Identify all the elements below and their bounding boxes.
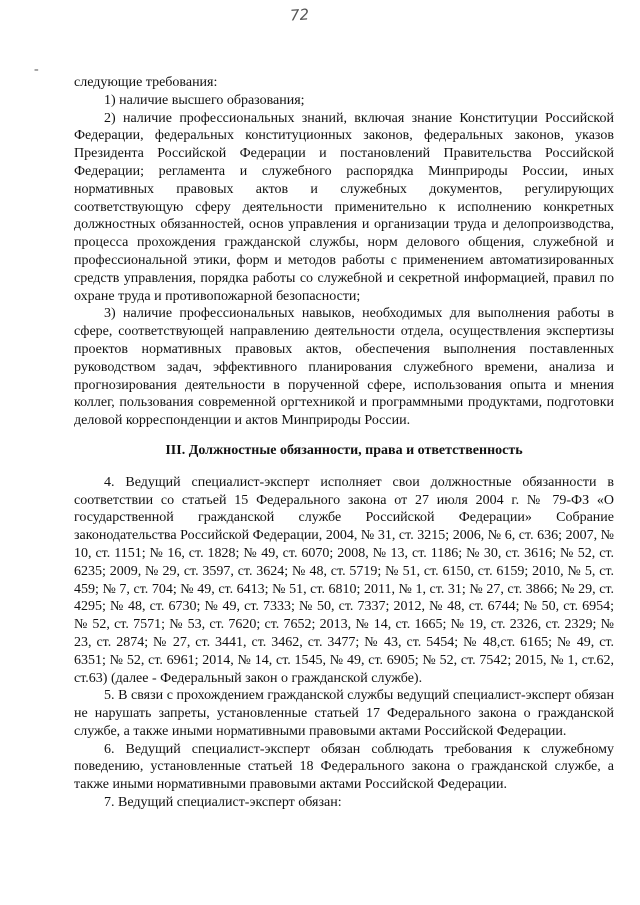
margin-mark: - [34, 62, 39, 77]
paragraph-item-6: 6. Ведущий специалист-эксперт обязан соблюдать требования к служебному поведению, установленные статьей 18 Федерального закона о гражданской службе, а также иными нормативными правовыми актами Российской Федерации. [74, 741, 614, 793]
paragraph-item-5: 5. В связи с прохождением гражданской службы ведущий специалист-эксперт обязан не нарушать запреты, установленные статьей 17 Федерального закона о гражданской службе, а также иными нормативными правовыми актами Российской Федерации. [74, 688, 614, 739]
paragraph-requirement-3: 3) наличие профессиональных навыков, необходимых для выполнения работы в сфере, соответствующей направлению деятельности отдела, осуществления экспертизы проектов нормативных правовых актов, обеспечения выполнения поставленных руководством задач, эффективного планирования служебного времени, анализа и прогнозирования деятельности в порученной сфере, использования опыта и мнения коллег, пользования современной оргтехникой и программными продуктами, подготовки деловой корреспонденции и актов Минприроды России. [74, 306, 614, 429]
page-number: 72 [289, 5, 310, 25]
paragraph-item-4: 4. Ведущий специалист-эксперт исполняет свои должностные обязанности в соответствии со статьей 15 Федерального закона от 27 июля 2004 г. № 79-ФЗ «О государственной гражданской службе Российской Федерации» Собрание законодательства Российской Федерации, 2004, № 31, ст. 3215; 2006, № 6, ст. 636; 2007, № 10, ст. 1151; № 16, ст. 1828; № 49, ст. 6070; 2008, № 13, ст. 1186; № 30, ст. 3616; № 52, ст. 6235; 2009, № 29, ст. 3597, ст. 3624; № 48, ст. 5719; № 51, ст. 6150, ст. 6159; 2010, № 5, ст. 459; № 7, ст. 704; № 49, ст. 6413; № 51, ст. 6810; 2011, № 1, ст. 31; № 27, ст. 3866; № 29, ст. 4295; № 48, ст. 6730; № 49, ст. 7333; № 50, ст. 7337; 2012, № 48, ст. 6744; № 50, ст. 6954; № 52, ст. 7571; № 53, ст. 7620; ст. 7652; 2013, № 14, ст. 1665; № 19, ст. 2326, ст. 2329; № 23, ст. 2874; № 27, ст. 3441, ст. 3462, ст. 3477; № 43, ст. 5454; № 48,ст. 6165; № 49, ст. 6351; № 52, ст. 6961; 2014, № 14, ст. 1545, № 49, ст. 6905; № 52, ст. 7542; 2015, № 1, ст.62, ст.63) (далее - Федеральный закон о гражданской службе). [74, 474, 614, 686]
paragraph-requirement-1: 1) наличие высшего образования; [104, 92, 305, 108]
document-body [74, 74, 614, 812]
paragraph-intro: следующие требования: [74, 75, 218, 90]
paragraph-requirement-2: 2) наличие профессиональных знаний, включая знание Конституции Российской Федерации, федеральных конституционных законов, федеральных законов, указов Президента Российской Федерации и постановлений Правительства Российской Федерации; регламента и служебного распорядка Минприроды России, иных нормативных правовых актов и служебных документов, регулирующих соответствующую сферу деятельности применительно к исполнению конкретных должностных обязанностей, основ управления и организации труда и делопроизводства, процесса прохождения гражданской службы, норм делового общения, служебной и профессиональной этики, форм и методов работы с применением автоматизированных средств управления, порядка работы со служебной и секретной информацией, правил по охране труда и противопожарной безопасности; [74, 110, 614, 304]
paragraph-item-7: 7. Ведущий специалист-эксперт обязан: [104, 795, 342, 811]
section-heading: III. Должностные обязанности, права и ответственность [165, 442, 523, 458]
